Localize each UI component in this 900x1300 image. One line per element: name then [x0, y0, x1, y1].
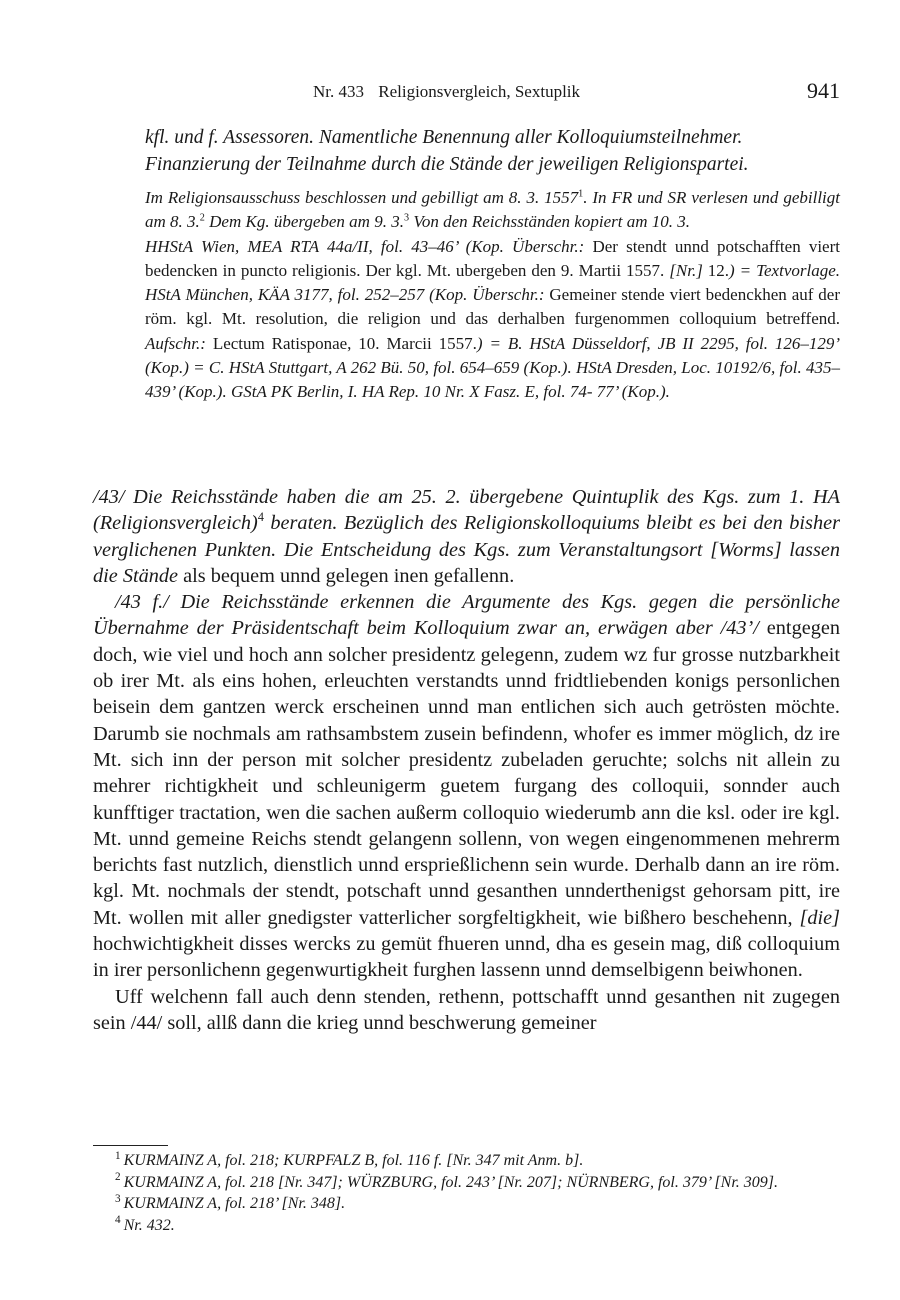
footnote-ref[interactable]: 4: [257, 510, 264, 525]
document-summary: [145, 124, 840, 178]
footnote-ref[interactable]: 3: [403, 212, 410, 224]
footnote: $^2$ KURMAINZ A, fol. 218 [Nr. 347]; WÜRZBURG, fol. 243’ [Nr. 207]; NÜRNBERG, fol. 379’ [Nr. 309].: [115, 1171, 779, 1191]
document-number: Nr. 433: [313, 82, 364, 101]
page-number: 941: [807, 78, 840, 103]
summary-line: Finanzierung der Teilnahme durch die Stände der jeweiligen Religionspartei.: [145, 154, 749, 175]
running-header: [93, 78, 840, 106]
running-title: [313, 82, 580, 102]
footnotes: [93, 1150, 840, 1236]
section-title: Religionsvergleich, Sextuplik: [378, 82, 581, 101]
paragraph: /43/ Die Reichsstände haben die am 25. 2. übergebene Quintuplik des Kgs. zum 1. HA (Religionsvergleich)$^4$ beraten. Bezüglich des Religionskolloquiums bleibt es bei den bisher verglichenen Punkten. Die Entscheidung des Kgs. zum Veranstaltungsort [Worms] lassen die Stände als bequem unnd gelegen inen gefallenn.: [93, 486, 840, 587]
footnote: $^3$ KURMAINZ A, fol. 218’ [Nr. 348].: [115, 1192, 346, 1212]
footnote: $^1$ KURMAINZ A, fol. 218; KURPFALZ B, fol. 116 f. [Nr. 347 mit Anm. b].: [115, 1149, 584, 1169]
footnote: $^4$ Nr. 432.: [115, 1214, 175, 1234]
paragraph: Uff welchenn fall auch denn stenden, rethenn, pottschafft unnd gesanthen nit zugegen sein /44/ soll, allß dann die krieg unnd beschwerung gemeiner: [93, 985, 840, 1034]
footnote-ref[interactable]: 2: [199, 212, 205, 224]
footnote-ref[interactable]: 1: [578, 188, 584, 200]
transmission-status: Im Religionsausschuss beschlossen und gebilligt am 8. 3. 1557$^1$. In FR und SR verlesen und gebilligt am 8. 3.$^2$ Dem Kg. übergeben am 9. 3.$^3$ Von den Reichsständen kopiert am 10. 3.: [145, 188, 840, 232]
archive-references: HHStA Wien, MEA RTA 44a/II, fol. 43–46’ (Kop. Überschr.: Der stendt unnd potschafften viert bedencken in puncto religionis. Der kgl. Mt. ubergeben den 9. Martii 1557. [Nr.] 12.) = Textvorlage. HStA München, KÄA 3177, fol. 252–257 (Kop. Überschr.: Gemeiner stende viert bedenckhen auf der röm. kgl. Mt. resolution, die religion und das derhalben furgenommen colloquium betreffend. Aufschr.: Lectum Ratisponae, 10. Marcii 1557.) = B. HStA Düsseldorf, JB II 2295, fol. 126–129’ (Kop.) = C. HStA Stuttgart, A 262 Bü. 50, fol. 654–659 (Kop.). HStA Dresden, Loc. 10192/6, fol. 435–439’ (Kop.). GStA PK Berlin, I. HA Rep. 10 Nr. X Fasz. E, fol. 74- 77’ (Kop.).: [145, 236, 840, 402]
paragraph: /43 f./ Die Reichsstände erkennen die Argumente des Kgs. gegen die persönliche Übernahme der Präsidentschaft beim Kolloquium zwar an, erwägen aber /43’/ entgegen doch, wie viel und hoch ann solcher presidentz gelegenn, zudem wz fur grosse nutzbarkheit ob irer Mt. als eins hohen, erleuchten verstandts unnd fridtliebenden konigs personlichen beisein dem gantzen werck erscheinen unnd man entlichen sich auch getrösten möchte. Darumb sie nochmals am rathsambstem zusein befindenn, whofer es immer möglich, dz ire Mt. sich inn der person mit solcher presidentz zubeladen geruchte; solchs nit allein zu mehrer richtigkheit und schleunigerm guetem furgang des colloquii, sonnder auch kunfftiger tractation, wen die sachen außerm colloquio wiederumb ann die ksl. oder ire kgl. Mt. unnd gemeine Reichs stendt gelangenn sollenn, von wegen eingenommenen mehrerm berichts fast nutzlich, dienstlich unnd ersprießlichenn sein wurde. Derhalb dann an ire röm. kgl. Mt. nochmals der stendt, potschaft unnd gesanthen unnderthenigst gehorsam pitt, ire Mt. wollen mit aller gnedigster vatterlicher sorgfeltigkheit, wie bißhero beschehenn, [die] hochwichtigkheit disses wercks zu gemüt fhueren unnd, dha es gesein mag, diß colloquium in irer personlichenn gegenwurtigkheit furghen lassenn unnd demselbigenn beiwhonen.: [93, 591, 840, 982]
main-text: [93, 484, 840, 1036]
footnote-divider: [93, 1145, 168, 1146]
summary-line: kfl. und f. Assessoren. Namentliche Benennung aller Kolloquiumsteilnehmer.: [145, 127, 743, 148]
source-apparatus: [145, 186, 840, 405]
heading-quote: Der stendt unnd potschafften viert bedencken in puncto religionis. Der kgl. Mt. ubergeben den 9. Martii 1557.: [145, 236, 840, 280]
endorsement-quote: Lectum Ratisponae, 10. Marcii 1557.: [212, 333, 477, 353]
heading-quote: Gemeiner stende viert bedenckhen auf der röm. kgl. Mt. resolution, die religion und das derhalben furgenommen colloquium betreffend.: [145, 285, 840, 329]
